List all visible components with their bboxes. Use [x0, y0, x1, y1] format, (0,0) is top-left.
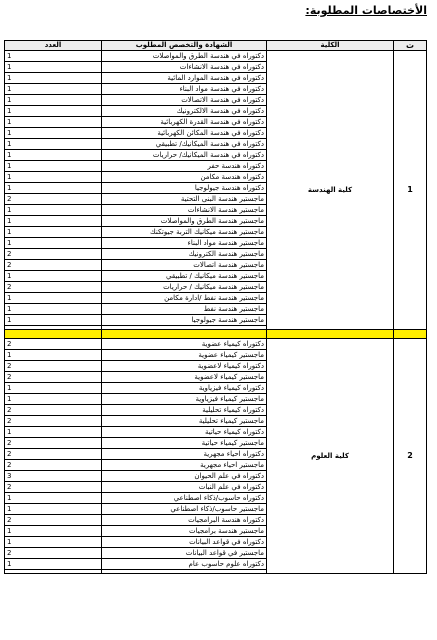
degree-cell: ماجستير هندسة نفط	[102, 304, 267, 315]
spacer-cell	[102, 570, 267, 574]
group-index: 1	[394, 51, 427, 330]
count-cell: 1	[5, 216, 102, 227]
degree-cell: دكتوراه علوم حاسوب عام	[102, 559, 267, 570]
group-college: كلية الهندسة	[267, 51, 394, 330]
degree-cell: دكتوراه في هندسة الاتصالات	[102, 95, 267, 106]
count-cell: 1	[5, 73, 102, 84]
count-cell: 1	[5, 84, 102, 95]
degree-cell: ماجستير هندسة ميكانيك / حراريات	[102, 282, 267, 293]
count-cell: 1	[5, 227, 102, 238]
degree-cell: ماجستير هندسة نفط /ادارة مكامن	[102, 293, 267, 304]
table-row	[5, 339, 427, 350]
degree-cell: دكتوراه في هندسة الانشاءات	[102, 62, 267, 73]
count-cell: 2	[5, 482, 102, 493]
spacer-cell	[5, 570, 102, 574]
degree-cell: ماجستير هندسة الكترونيك	[102, 249, 267, 260]
count-cell: 2	[5, 339, 102, 350]
degree-cell: ماجستير هندسة الطرق والمواصلات	[102, 216, 267, 227]
degree-cell: ماجستير هندسة جيولوجيا	[102, 315, 267, 326]
degree-cell: دكتوراه في هندسة الميكانيك/ حراريات	[102, 150, 267, 161]
degree-cell: ماجستير كيمياء تحليلية	[102, 416, 267, 427]
header-degree: الشهادة والتخصص المطلوب	[102, 41, 267, 51]
degree-cell: ماجستير كيمياء فيزياوية	[102, 394, 267, 405]
degree-cell: دكتوراه كيمياء حياتية	[102, 427, 267, 438]
degree-cell: دكتوراه احياء مجهرية	[102, 449, 267, 460]
degree-cell: دكتوراه في هندسة الموارد المائية	[102, 73, 267, 84]
count-cell: 1	[5, 183, 102, 194]
degree-cell: دكتوراه في هندسة الميكانيك/ تطبيقي	[102, 139, 267, 150]
count-cell: 1	[5, 51, 102, 62]
degree-cell: دكتوراه في علم النبات	[102, 482, 267, 493]
degree-cell: ماجستير حاسوب/ذكاء اصطناعي	[102, 504, 267, 515]
group-separator-row	[5, 330, 427, 339]
degree-cell: ماجستير هندسة الانشاءات	[102, 205, 267, 216]
count-cell: 1	[5, 383, 102, 394]
count-cell: 1	[5, 526, 102, 537]
count-cell: 1	[5, 117, 102, 128]
separator-cell	[267, 330, 394, 339]
count-cell: 2	[5, 460, 102, 471]
count-cell: 2	[5, 194, 102, 205]
degree-cell: دكتوراه كيمياء فيزياوية	[102, 383, 267, 394]
separator-cell	[394, 330, 427, 339]
degree-cell: ماجستير هندسة اتصالات	[102, 260, 267, 271]
count-cell: 1	[5, 493, 102, 504]
count-cell: 2	[5, 416, 102, 427]
count-cell: 1	[5, 161, 102, 172]
count-cell: 1	[5, 504, 102, 515]
count-cell: 1	[5, 537, 102, 548]
count-cell: 1	[5, 205, 102, 216]
group-college: كلية العلوم	[267, 339, 394, 574]
count-cell: 2	[5, 372, 102, 383]
count-cell: 2	[5, 249, 102, 260]
count-cell: 2	[5, 260, 102, 271]
degree-cell: دكتوراه هندسة البرامجيات	[102, 515, 267, 526]
degree-cell: ماجستير هندسة البنى التحتية	[102, 194, 267, 205]
degree-cell: دكتوراه في قواعد البيانات	[102, 537, 267, 548]
degree-cell: ماجستير هندسة ميكانيك التربة جيوتكنك	[102, 227, 267, 238]
degree-cell: دكتوراه هندسة جيولوجيا	[102, 183, 267, 194]
degree-cell: ماجستير كيمياء عضوية	[102, 350, 267, 361]
header-college: الكلية	[267, 41, 394, 51]
degree-cell: ماجستير كيمياء حياتية	[102, 438, 267, 449]
count-cell: 1	[5, 304, 102, 315]
separator-cell	[102, 330, 267, 339]
count-cell: 1	[5, 350, 102, 361]
degree-cell: ماجستير في قواعد البيانات	[102, 548, 267, 559]
count-cell: 1	[5, 150, 102, 161]
degree-cell: دكتوراه في هندسة مواد البناء	[102, 84, 267, 95]
count-cell: 2	[5, 361, 102, 372]
degree-cell: دكتوراه كيمياء عضوية	[102, 339, 267, 350]
count-cell: 1	[5, 62, 102, 73]
count-cell: 1	[5, 95, 102, 106]
count-cell: 1	[5, 559, 102, 570]
separator-cell	[5, 330, 102, 339]
count-cell: 2	[5, 405, 102, 416]
header-index: ت	[394, 41, 427, 51]
degree-cell: دكتوراه هندسة حفر	[102, 161, 267, 172]
count-cell: 3	[5, 471, 102, 482]
count-cell: 1	[5, 106, 102, 117]
count-cell: 2	[5, 515, 102, 526]
requirements-table	[4, 40, 427, 574]
header-count: العدد	[5, 41, 102, 51]
degree-cell: دكتوراه هندسة مكامن	[102, 172, 267, 183]
degree-cell: دكتوراه في هندسة الالكترونيك	[102, 106, 267, 117]
count-cell: 1	[5, 172, 102, 183]
count-cell: 1	[5, 394, 102, 405]
table-body	[5, 51, 427, 574]
degree-cell: دكتوراه كيمياء تحليلية	[102, 405, 267, 416]
count-cell: 2	[5, 282, 102, 293]
degree-cell: ماجستير احياء مجهرية	[102, 460, 267, 471]
count-cell: 1	[5, 139, 102, 150]
count-cell: 1	[5, 271, 102, 282]
degree-cell: دكتوراه في هندسة المكائن الكهربائية	[102, 128, 267, 139]
count-cell: 1	[5, 427, 102, 438]
degree-cell: دكتوراه حاسوب/ذكاء اصطناعي	[102, 493, 267, 504]
count-cell: 2	[5, 438, 102, 449]
page-title: الأختصاصات المطلوبة:	[305, 4, 427, 17]
count-cell: 1	[5, 128, 102, 139]
degree-cell: ماجستير كيمياء لاعضوية	[102, 372, 267, 383]
count-cell: 2	[5, 548, 102, 559]
degree-cell: دكتوراه في علم الحيوان	[102, 471, 267, 482]
degree-cell: ماجستير هندسة برامجيات	[102, 526, 267, 537]
degree-cell: دكتوراه في هندسة الطرق والمواصلات	[102, 51, 267, 62]
table-row	[5, 51, 427, 62]
count-cell: 2	[5, 449, 102, 460]
degree-cell: دكتوراه كيمياء لاعضوية	[102, 361, 267, 372]
count-cell: 1	[5, 315, 102, 326]
degree-cell: ماجستير هندسة مواد البناء	[102, 238, 267, 249]
count-cell: 1	[5, 293, 102, 304]
table-header-row	[5, 41, 427, 51]
degree-cell: دكتوراه في هندسة القدرة الكهربائية	[102, 117, 267, 128]
count-cell: 1	[5, 238, 102, 249]
group-index: 2	[394, 339, 427, 574]
degree-cell: ماجستير هندسة ميكانيك / تطبيقي	[102, 271, 267, 282]
